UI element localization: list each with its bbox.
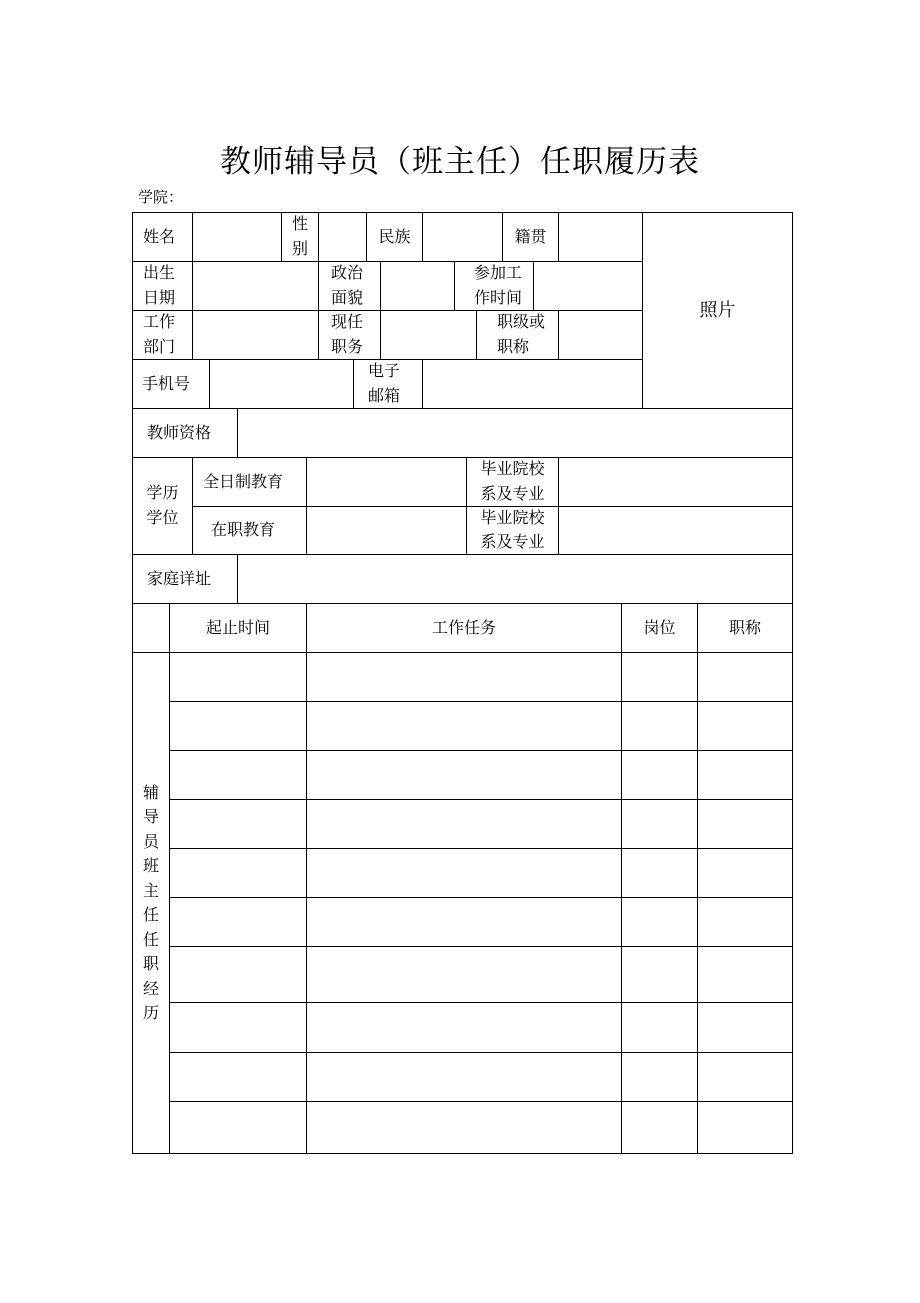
department-field[interactable] — [193, 311, 318, 359]
degree-label-line1: 学历 — [146, 483, 179, 502]
birth-date-label-line1: 出生 — [143, 263, 176, 282]
side-char: 职 — [142, 954, 159, 973]
gender-label — [282, 212, 318, 261]
current-post-label — [319, 310, 380, 359]
history-cell[interactable] — [307, 702, 621, 750]
gender-label-line2: 别 — [291, 238, 308, 258]
history-cell[interactable] — [307, 800, 621, 848]
side-char: 员 — [142, 831, 159, 851]
current-post-label-line2: 职务 — [331, 336, 364, 356]
page-title: 教师辅导员（班主任）任职履历表 — [220, 144, 700, 180]
side-char: 导 — [142, 807, 159, 826]
current-post-field[interactable] — [381, 311, 476, 359]
history-cell[interactable] — [622, 898, 697, 946]
col-header-task: 工作任务 — [431, 617, 496, 637]
history-cell[interactable] — [170, 751, 306, 799]
side-char: 任 — [142, 905, 159, 924]
political-status-label-line1: 政治 — [331, 263, 364, 282]
gender-field[interactable] — [319, 213, 366, 261]
name-label: 姓名 — [143, 226, 176, 246]
work-start-label-line1: 参加工 — [474, 263, 523, 282]
history-cell[interactable] — [307, 849, 621, 897]
rank-label-line2: 职称 — [497, 336, 530, 356]
political-status-label-line2: 面貌 — [331, 287, 364, 307]
rank-field[interactable] — [559, 311, 642, 359]
degree-label — [133, 457, 192, 554]
history-cell[interactable] — [307, 1102, 621, 1153]
side-char: 辅 — [142, 782, 159, 802]
work-start-label — [455, 261, 533, 310]
col-header-period: 起止时间 — [205, 617, 270, 637]
history-cell[interactable] — [170, 800, 306, 848]
degree-label-line2: 学位 — [146, 507, 179, 527]
history-cell[interactable] — [622, 849, 697, 897]
history-cell[interactable] — [170, 1003, 306, 1052]
address-label: 家庭详址 — [147, 568, 212, 588]
political-status-field[interactable] — [381, 262, 454, 310]
mobile-field[interactable] — [210, 360, 353, 408]
history-cell[interactable] — [622, 1053, 697, 1101]
birth-date-label-line2: 日期 — [143, 287, 176, 307]
native-place-field[interactable] — [559, 213, 642, 261]
history-cell[interactable] — [698, 800, 792, 848]
history-cell[interactable] — [307, 1003, 621, 1052]
history-cell[interactable] — [622, 947, 697, 1002]
history-cell[interactable] — [698, 1053, 792, 1101]
rank-label — [477, 310, 558, 359]
history-cell[interactable] — [622, 1102, 697, 1153]
rank-label-line1: 职级或 — [497, 312, 546, 331]
side-char: 班 — [142, 856, 159, 875]
history-cell[interactable] — [307, 947, 621, 1002]
history-cell[interactable] — [698, 653, 792, 701]
fulltime-edu-field[interactable] — [307, 458, 466, 506]
political-status-label — [319, 261, 380, 310]
side-char: 主 — [142, 880, 159, 900]
history-cell[interactable] — [170, 1053, 306, 1101]
history-cell[interactable] — [170, 849, 306, 897]
fulltime-school-label-line1: 毕业院校 — [480, 459, 545, 478]
qualification-label: 教师资格 — [147, 422, 212, 442]
history-cell[interactable] — [170, 702, 306, 750]
qualification-field[interactable] — [238, 409, 792, 457]
history-cell[interactable] — [307, 898, 621, 946]
history-cell[interactable] — [698, 702, 792, 750]
onjob-edu-field[interactable] — [307, 507, 466, 554]
work-start-label-line2: 作时间 — [474, 287, 523, 307]
current-post-label-line1: 现任 — [331, 312, 364, 331]
history-cell[interactable] — [307, 653, 621, 701]
college-label: 学院： — [138, 188, 184, 206]
onjob-school-field[interactable] — [559, 507, 792, 554]
history-cell[interactable] — [698, 849, 792, 897]
history-cell[interactable] — [622, 800, 697, 848]
address-field[interactable] — [238, 555, 792, 603]
work-start-field[interactable] — [534, 262, 642, 310]
history-cell[interactable] — [622, 1003, 697, 1052]
history-cell[interactable] — [698, 898, 792, 946]
history-cell[interactable] — [622, 653, 697, 701]
department-label — [133, 310, 192, 359]
history-cell[interactable] — [622, 751, 697, 799]
email-field[interactable] — [423, 360, 642, 408]
email-label-line1: 电子 — [368, 361, 401, 380]
mobile-label: 手机号 — [142, 373, 191, 393]
side-char: 经 — [142, 978, 159, 998]
history-cell[interactable] — [698, 751, 792, 799]
side-char: 历 — [142, 1003, 159, 1022]
gender-label-line1: 性 — [291, 214, 308, 233]
col-header-position: 岗位 — [643, 617, 676, 637]
name-field[interactable] — [193, 213, 281, 261]
fulltime-school-label — [467, 457, 558, 506]
photo-box[interactable]: 照片 — [699, 299, 736, 321]
fulltime-edu-label: 全日制教育 — [202, 471, 283, 491]
side-char: 任 — [142, 929, 159, 949]
history-cell[interactable] — [698, 1003, 792, 1052]
col-header-title: 职称 — [728, 617, 761, 637]
birth-date-label — [133, 261, 192, 310]
history-cell[interactable] — [698, 1102, 792, 1153]
fulltime-school-label-line2: 系及专业 — [480, 483, 545, 503]
email-label — [354, 359, 422, 408]
onjob-school-label-line2: 系及专业 — [480, 532, 545, 551]
history-cell[interactable] — [170, 947, 306, 1002]
email-label-line2: 邮箱 — [368, 385, 401, 405]
department-label-line1: 工作 — [143, 312, 176, 331]
native-place-label: 籍贯 — [514, 226, 547, 246]
ethnicity-field[interactable] — [423, 213, 502, 261]
history-cell[interactable] — [307, 751, 621, 799]
onjob-school-label-line1: 毕业院校 — [480, 507, 545, 527]
birth-date-field[interactable] — [193, 262, 318, 310]
history-cell[interactable] — [622, 702, 697, 750]
history-cell[interactable] — [170, 1102, 306, 1153]
history-cell[interactable] — [170, 653, 306, 701]
history-cell[interactable] — [698, 947, 792, 1002]
history-cell[interactable] — [170, 898, 306, 946]
history-cell[interactable] — [307, 1053, 621, 1101]
onjob-school-label — [467, 506, 558, 554]
department-label-line2: 部门 — [143, 336, 176, 356]
ethnicity-label: 民族 — [378, 226, 411, 246]
onjob-edu-label: 在职教育 — [210, 520, 275, 539]
fulltime-school-field[interactable] — [559, 458, 792, 506]
history-side-label — [133, 653, 169, 1153]
